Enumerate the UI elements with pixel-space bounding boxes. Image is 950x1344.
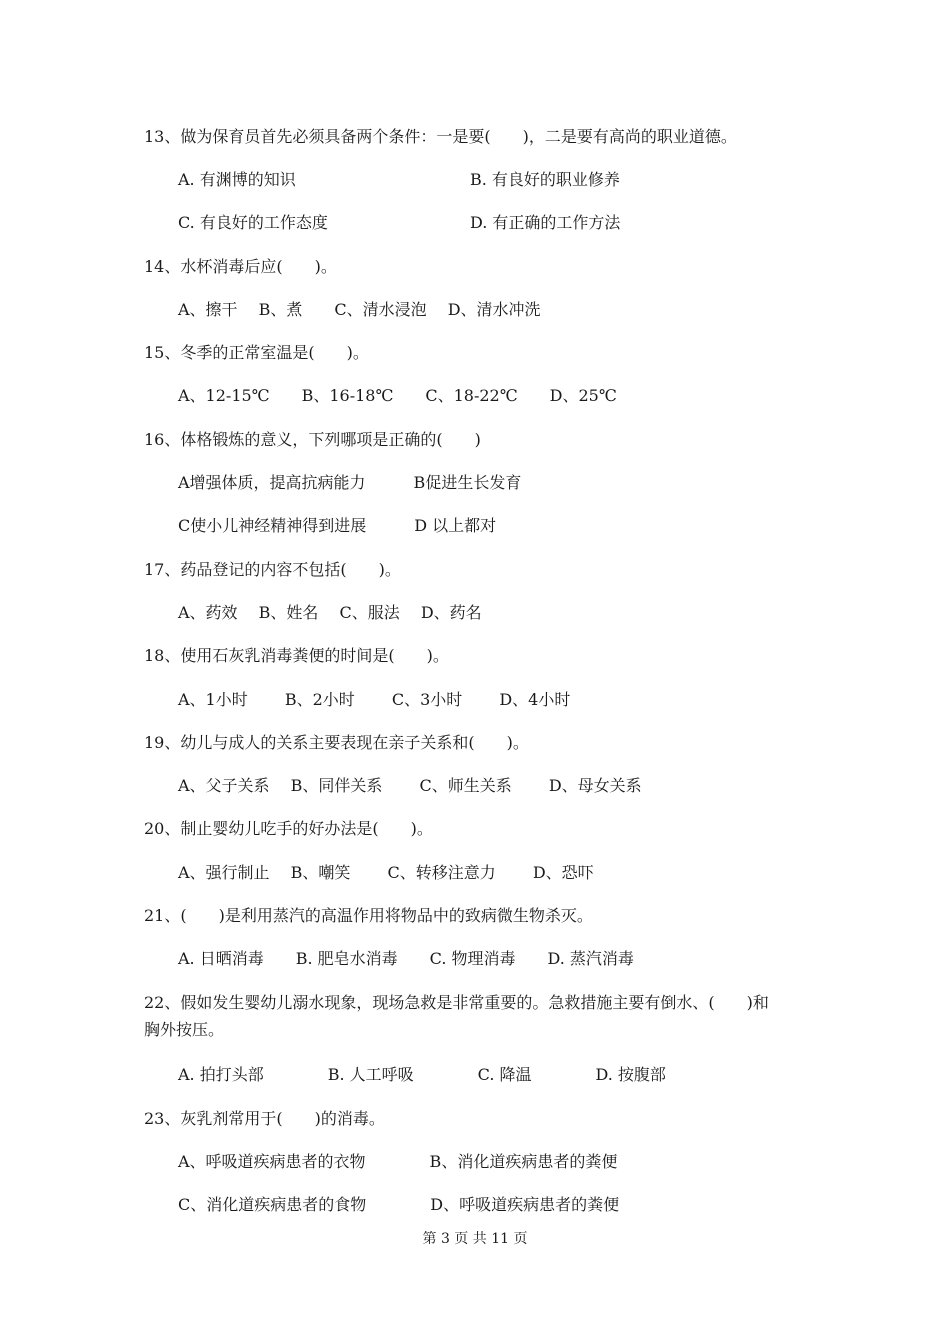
- question-15-stem: 15、冬季的正常室温是( )。: [144, 343, 369, 362]
- question-13-option-c: C. 有良好的工作态度: [178, 213, 328, 232]
- question-21-stem: 21、( )是利用蒸汽的高温作用将物品中的致病微生物杀灭。: [144, 906, 593, 925]
- question-18-stem: 18、使用石灰乳消毒粪便的时间是( )。: [144, 646, 449, 665]
- question-21-options: A. 日晒消毒 B. 肥皂水消毒 C. 物理消毒 D. 蒸汽消毒: [178, 949, 634, 968]
- question-13-stem: 13、做为保育员首先必须具备两个条件：一是要( )，二是要有高尚的职业道德。: [144, 127, 737, 146]
- question-16-options-line-1: A增强体质，提高抗病能力 B促进生长发育: [178, 473, 522, 492]
- question-22-stem: 22、假如发生婴幼儿溺水现象，现场急救是非常重要的。急救措施主要有倒水、( )和: [144, 993, 769, 1012]
- question-18-options: A、1小时 B、2小时 C、3小时 D、4小时: [178, 690, 571, 709]
- question-22-options: A. 拍打头部 B. 人工呼吸 C. 降温 D. 按腹部: [178, 1065, 666, 1084]
- page-footer: 第 3 页 共 11 页: [422, 1231, 528, 1247]
- question-15-options: A、12-15℃ B、16-18℃ C、18-22℃ D、25℃: [178, 386, 617, 405]
- question-17-stem: 17、药品登记的内容不包括( )。: [144, 560, 401, 579]
- question-13-option-d: D. 有正确的工作方法: [470, 213, 621, 232]
- question-23-options-line-2: C、消化道疾病患者的食物 D、呼吸道疾病患者的粪便: [178, 1195, 620, 1214]
- question-19-options: A、父子关系 B、同伴关系 C、师生关系 D、母女关系: [178, 776, 642, 795]
- question-22-stem-continued: 胸外按压。: [144, 1020, 225, 1039]
- question-14-options: A、擦干 B、煮 C、清水浸泡 D、清水冲洗: [178, 300, 541, 319]
- question-19-stem: 19、幼儿与成人的关系主要表现在亲子关系和( )。: [144, 733, 529, 752]
- question-16-stem: 16、体格锻炼的意义，下列哪项是正确的( ): [144, 430, 481, 449]
- question-13-option-b: B. 有良好的职业修养: [470, 170, 620, 189]
- question-14-stem: 14、水杯消毒后应( )。: [144, 257, 337, 276]
- question-23-stem: 23、灰乳剂常用于( )的消毒。: [144, 1109, 385, 1128]
- question-16-options-line-2: C使小儿神经精神得到进展 D 以上都对: [178, 516, 497, 535]
- question-23-options-line-1: A、呼吸道疾病患者的衣物 B、消化道疾病患者的粪便: [178, 1152, 618, 1171]
- question-13-option-a: A. 有渊博的知识: [178, 170, 296, 189]
- question-17-options: A、药效 B、姓名 C、服法 D、药名: [178, 603, 482, 622]
- question-20-stem: 20、制止婴幼儿吃手的好办法是( )。: [144, 819, 433, 838]
- question-20-options: A、强行制止 B、嘲笑 C、转移注意力 D、恐吓: [178, 863, 594, 882]
